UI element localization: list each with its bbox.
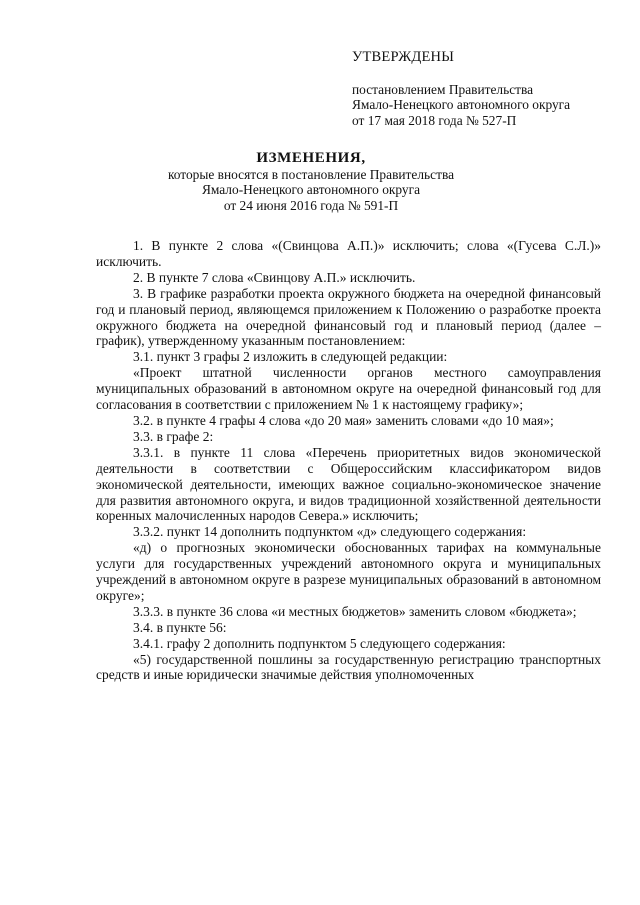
approval-line: Ямало-Ненецкого автономного округа [352,97,571,112]
approval-line: от 17 мая 2018 года № 527-П [352,112,517,128]
document-body [96,238,601,683]
approval-block [352,50,622,128]
approval-heading: УТВЕРЖДЕНЫ [352,49,455,65]
paragraph: 3.4.1. графу 2 дополнить подпунктом 5 следующего содержания: [133,635,506,651]
title-line: от 24 июня 2016 года № 591-П [223,197,399,213]
approval-line: постановлением Правительства [352,81,534,97]
paragraph: 2. В пункте 7 слова «Свинцову А.П.» исключить. [133,269,416,285]
paragraph: «5) государственной пошлины за государственную регистрацию транспортных средств и иные юридически значимые действия уполномоченных [96,651,601,683]
paragraph: 3.3.3. в пункте 36 слова «и местных бюджетов» заменить словом «бюджета»; [133,603,577,619]
document-title-block [96,151,526,213]
paragraph: 3.3.2. пункт 14 дополнить подпунктом «д» следующего содержания: [133,524,527,540]
title-line: Ямало-Ненецкого автономного округа [201,182,421,197]
paragraph: 3. В графике разработки проекта окружного бюджета на очередной финансовый год и плановый период, являющемся приложением к Положению о разработке проекта окружного бюджета на очередной финансовый год и плановый период (далее – график), утвержденному указанным постановлением: [96,285,601,349]
paragraph: 3.4. в пункте 56: [133,619,227,635]
paragraph: 3.3.1. в пункте 11 слова «Перечень приоритетных видов экономической деятельности в соответствии с Общероссийским классификатором видов экономической деятельности, имеющих важное социально-экономическое значение для развития автономного округа, и видов традиционной хозяйственной деятельности коренных малочисленных народов Севера.» исключить; [96,444,601,524]
paragraph: «д) о прогнозных экономически обоснованных тарифах на коммунальные услуги для государственных учреждений автономного округа и муниципальных учреждений в автономном округе в разрезе муниципальных образований в автономном округе»; [96,540,601,603]
paragraph: 3.3. в графе 2: [133,428,214,444]
document-title: ИЗМЕНЕНИЯ, [256,150,366,166]
title-line: которые вносятся в постановление Правительства [167,166,455,182]
paragraph: 3.1. пункт 3 графы 2 изложить в следующей редакции: [133,349,448,365]
paragraph: «Проект штатной численности органов местного самоуправления муниципальных образований в автономном округе на очередной финансовый год для согласования в соответствии с приложением № 1 к настоящему графику»; [96,365,601,413]
paragraph: 1. В пункте 2 слова «(Свинцова А.П.)» исключить; слова «(Гусева С.Л.)» исключить. [96,238,601,269]
paragraph: 3.2. в пункте 4 графы 4 слова «до 20 мая» заменить словами «до 10 мая»; [133,412,554,428]
